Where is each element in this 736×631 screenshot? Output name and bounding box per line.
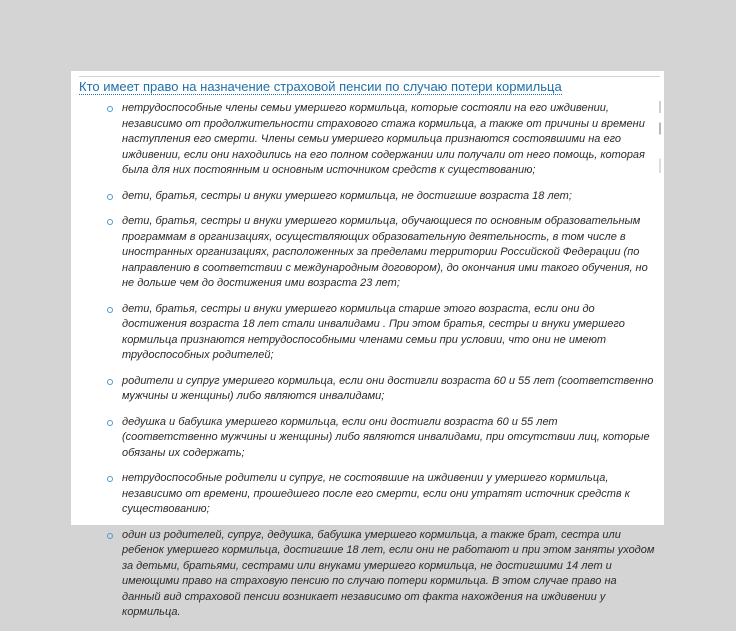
list-item (107, 214, 655, 292)
bullet-icon (107, 219, 113, 225)
bullet-icon (107, 194, 113, 200)
list-item (107, 528, 655, 621)
list-item-text: родители и супруг умершего кормильца, если они достигли возраста 60 и 55 лет (соответственно мужчины и женщины) либо являются инвалидами; (122, 374, 654, 402)
list-item (107, 189, 655, 205)
section-heading-link[interactable]: Кто имеет право на назначение страховой пенсии по случаю потери кормильца (79, 79, 562, 94)
list-item-text: дедушка и бабушка умершего кормильца, если они достигли возраста 60 и 55 лет (соответственно мужчины и женщины) либо являются инвалидами, при отсутствии лиц, которые обязаны их содержать; (122, 415, 650, 459)
list-item-text: дети, братья, сестры и внуки умершего кормильца, обучающиеся по основным образовательным программам в организациях, осуществляющих образовательную деятельность, в том числе в иностранных организациях, расположенных за пределами территории Российской Федерации (по направлению в соответствии с международным договором), до окончания ими такого обучения, но не дольше чем до достижения ими возраста 23 лет; (122, 215, 648, 289)
list-item-text: нетрудоспособные члены семьи умершего кормильца, которые состояли на его иждивении, независимо от продолжительности страхового стажа кормильца, а также от причины и времени наступления его смерти. Члены семьи умершего кормильца признаются состоявшими на его иждивении, если они находились на его полном содержании или получали от него помощь, которая была для них постоянным и основным источником средств к существованию; (122, 102, 645, 176)
bullet-icon (107, 533, 113, 539)
list-item (107, 374, 655, 405)
eligibility-list (107, 101, 655, 631)
list-item-text: дети, братья, сестры и внуки умершего кормильца, не достигшие возраста 18 лет; (122, 189, 572, 202)
scrollbar[interactable] (659, 77, 661, 197)
list-item-text: нетрудоспособные родители и супруг, не состоявшие на иждивении у умершего кормильца, независимо от времени, прошедшего после его смерти, если они утратят источник средств к существованию; (122, 472, 630, 515)
bullet-icon (107, 106, 113, 112)
list-item-text: дети, братья, сестры и внуки умершего кормильца старше этого возраста, если они до достижения возраста 18 лет стали инвалидами . При этом братья, сестры и внуки умершего кормильца признаются нетрудоспособными членами семьи при условии, что они не имеют трудоспособных родителей; (122, 302, 625, 361)
bullet-icon (107, 307, 113, 313)
bullet-icon (107, 379, 113, 385)
content-panel (71, 71, 664, 618)
list-item (107, 415, 655, 462)
list-item (107, 101, 655, 179)
bullet-icon (107, 420, 113, 426)
bullet-icon (107, 476, 113, 482)
list-item-text: один из родителей, супруг, дедушка, бабушка умершего кормильца, а также брат, сестра или ребенок умершего кормильца, достигшие 18 лет, если они не работают и при этом заняты уходом за детьми, братьями, сестрами или внуками умершего кормильца, не достигшими 14 лет и имеющими право на страховую пенсию по случаю потери кормильца. В этом случае право на данный вид страховой пенсии возникает независимо от факта нахождения на иждивении у кормильца. (122, 528, 655, 618)
list-item (107, 471, 655, 518)
heading-row (79, 76, 660, 96)
list-item (107, 302, 655, 364)
